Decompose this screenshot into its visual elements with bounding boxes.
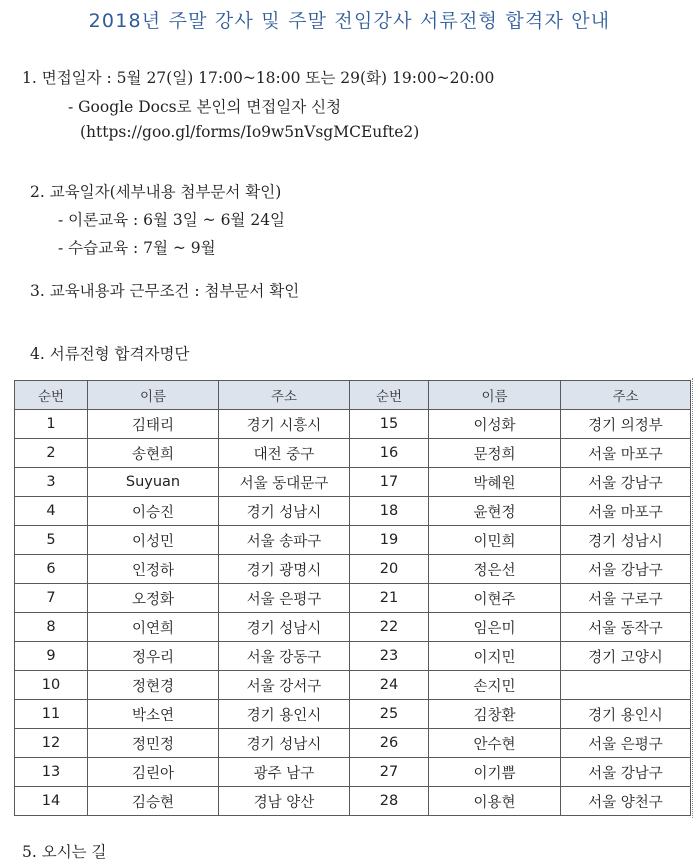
cell-number: 20 bbox=[350, 555, 429, 584]
cell-name: 정은선 bbox=[429, 555, 561, 584]
cell-number: 9 bbox=[15, 642, 88, 671]
cell-name: 이승진 bbox=[88, 497, 219, 526]
cell-name: 정현경 bbox=[88, 671, 219, 700]
cell-address: 서울 마포구 bbox=[561, 497, 691, 526]
cell-name: 임은미 bbox=[429, 613, 561, 642]
section-1-instruction: - Google Docs로 본인의 면접일자 신청 bbox=[68, 98, 342, 116]
applicant-table bbox=[14, 380, 691, 816]
cell-address: 서울 마포구 bbox=[561, 439, 691, 468]
table-row bbox=[15, 729, 691, 758]
cell-address: 경기 시흥시 bbox=[219, 410, 350, 439]
cell-name: 오정화 bbox=[88, 584, 219, 613]
cell-name: 이성민 bbox=[88, 526, 219, 555]
table-row bbox=[15, 613, 691, 642]
table-row bbox=[15, 497, 691, 526]
cell-number: 8 bbox=[15, 613, 88, 642]
cell-address: 서울 강서구 bbox=[219, 671, 350, 700]
cell-name: 송현희 bbox=[88, 439, 219, 468]
cell-address bbox=[561, 671, 691, 700]
page-edge-divider bbox=[690, 378, 693, 818]
cell-number: 11 bbox=[15, 700, 88, 729]
cell-address: 경기 성남시 bbox=[219, 729, 350, 758]
cell-address: 경기 성남시 bbox=[219, 497, 350, 526]
cell-address: 서울 강남구 bbox=[561, 468, 691, 497]
table-row bbox=[15, 758, 691, 787]
cell-name: 김린아 bbox=[88, 758, 219, 787]
cell-address: 경기 광명시 bbox=[219, 555, 350, 584]
header-address: 주소 bbox=[561, 381, 691, 410]
cell-number: 28 bbox=[350, 787, 429, 816]
table-row bbox=[15, 787, 691, 816]
table-row bbox=[15, 526, 691, 555]
cell-number: 27 bbox=[350, 758, 429, 787]
cell-address: 서울 양천구 bbox=[561, 787, 691, 816]
table-row bbox=[15, 410, 691, 439]
section-4-heading: 4. 서류전형 합격자명단 bbox=[30, 345, 190, 363]
cell-name: 이기쁨 bbox=[429, 758, 561, 787]
cell-name: 김승현 bbox=[88, 787, 219, 816]
cell-number: 13 bbox=[15, 758, 88, 787]
cell-name: 인정하 bbox=[88, 555, 219, 584]
cell-name: 김창환 bbox=[429, 700, 561, 729]
cell-number: 2 bbox=[15, 439, 88, 468]
cell-address: 서울 강동구 bbox=[219, 642, 350, 671]
cell-address: 경기 용인시 bbox=[219, 700, 350, 729]
table-header-row bbox=[15, 381, 691, 410]
cell-number: 10 bbox=[15, 671, 88, 700]
cell-address: 경기 성남시 bbox=[219, 613, 350, 642]
cell-number: 16 bbox=[350, 439, 429, 468]
cell-name: 이연희 bbox=[88, 613, 219, 642]
table-row bbox=[15, 555, 691, 584]
cell-name: Suyuan bbox=[88, 468, 219, 497]
cell-number: 6 bbox=[15, 555, 88, 584]
cell-address: 경기 성남시 bbox=[561, 526, 691, 555]
cell-address: 서울 강남구 bbox=[561, 555, 691, 584]
cell-name: 안수현 bbox=[429, 729, 561, 758]
cell-number: 1 bbox=[15, 410, 88, 439]
cell-address: 서울 동대문구 bbox=[219, 468, 350, 497]
cell-number: 26 bbox=[350, 729, 429, 758]
cell-number: 23 bbox=[350, 642, 429, 671]
section-2-theory-training: - 이론교육 : 6월 3일 ~ 6월 24일 bbox=[58, 211, 286, 229]
section-2-practice-training: - 수습교육 : 7월 ~ 9월 bbox=[58, 239, 216, 257]
header-number: 순번 bbox=[15, 381, 88, 410]
cell-number: 21 bbox=[350, 584, 429, 613]
cell-number: 3 bbox=[15, 468, 88, 497]
cell-name: 정민정 bbox=[88, 729, 219, 758]
header-name: 이름 bbox=[429, 381, 561, 410]
cell-address: 대전 중구 bbox=[219, 439, 350, 468]
cell-name: 손지민 bbox=[429, 671, 561, 700]
cell-name: 윤현정 bbox=[429, 497, 561, 526]
cell-number: 17 bbox=[350, 468, 429, 497]
cell-address: 서울 강남구 bbox=[561, 758, 691, 787]
cell-address: 경기 용인시 bbox=[561, 700, 691, 729]
cell-address: 서울 은평구 bbox=[561, 729, 691, 758]
section-2-heading: 2. 교육일자(세부내용 첨부문서 확인) bbox=[30, 183, 282, 201]
cell-number: 24 bbox=[350, 671, 429, 700]
cell-name: 이지민 bbox=[429, 642, 561, 671]
table-row bbox=[15, 468, 691, 497]
cell-name: 이현주 bbox=[429, 584, 561, 613]
cell-name: 이용현 bbox=[429, 787, 561, 816]
table-body bbox=[15, 410, 691, 816]
cell-number: 7 bbox=[15, 584, 88, 613]
cell-number: 5 bbox=[15, 526, 88, 555]
cell-number: 12 bbox=[15, 729, 88, 758]
cell-address: 서울 구로구 bbox=[561, 584, 691, 613]
cell-number: 19 bbox=[350, 526, 429, 555]
cell-name: 박소연 bbox=[88, 700, 219, 729]
cell-number: 4 bbox=[15, 497, 88, 526]
cell-number: 14 bbox=[15, 787, 88, 816]
page-title: 2018년 주말 강사 및 주말 전임강사 서류전형 합격자 안내 bbox=[88, 10, 611, 32]
cell-name: 김태리 bbox=[88, 410, 219, 439]
table-row bbox=[15, 700, 691, 729]
cell-number: 25 bbox=[350, 700, 429, 729]
cell-number: 18 bbox=[350, 497, 429, 526]
table-row bbox=[15, 439, 691, 468]
cell-address: 경남 양산 bbox=[219, 787, 350, 816]
cell-name: 이민희 bbox=[429, 526, 561, 555]
cell-address: 서울 송파구 bbox=[219, 526, 350, 555]
cell-number: 15 bbox=[350, 410, 429, 439]
cell-name: 박혜원 bbox=[429, 468, 561, 497]
table-row bbox=[15, 671, 691, 700]
header-address: 주소 bbox=[219, 381, 350, 410]
cell-address: 광주 남구 bbox=[219, 758, 350, 787]
cell-name: 정우리 bbox=[88, 642, 219, 671]
header-number: 순번 bbox=[350, 381, 429, 410]
cell-address: 경기 의정부 bbox=[561, 410, 691, 439]
cell-address: 경기 고양시 bbox=[561, 642, 691, 671]
section-3-heading: 3. 교육내용과 근무조건 : 첨부문서 확인 bbox=[30, 282, 300, 300]
cell-name: 문정희 bbox=[429, 439, 561, 468]
section-5-heading: 5. 오시는 길 bbox=[22, 843, 107, 861]
table-row bbox=[15, 584, 691, 613]
cell-address: 서울 은평구 bbox=[219, 584, 350, 613]
table-row bbox=[15, 642, 691, 671]
section-1-heading: 1. 면접일자 : 5월 27(일) 17:00~18:00 또는 29(화) 19:00~20:00 bbox=[22, 69, 495, 87]
cell-number: 22 bbox=[350, 613, 429, 642]
cell-name: 이성화 bbox=[429, 410, 561, 439]
header-name: 이름 bbox=[88, 381, 219, 410]
cell-address: 서울 동작구 bbox=[561, 613, 691, 642]
section-1-form-link[interactable]: (https://goo.gl/forms/Io9w5nVsgMCEufte2) bbox=[80, 123, 420, 141]
